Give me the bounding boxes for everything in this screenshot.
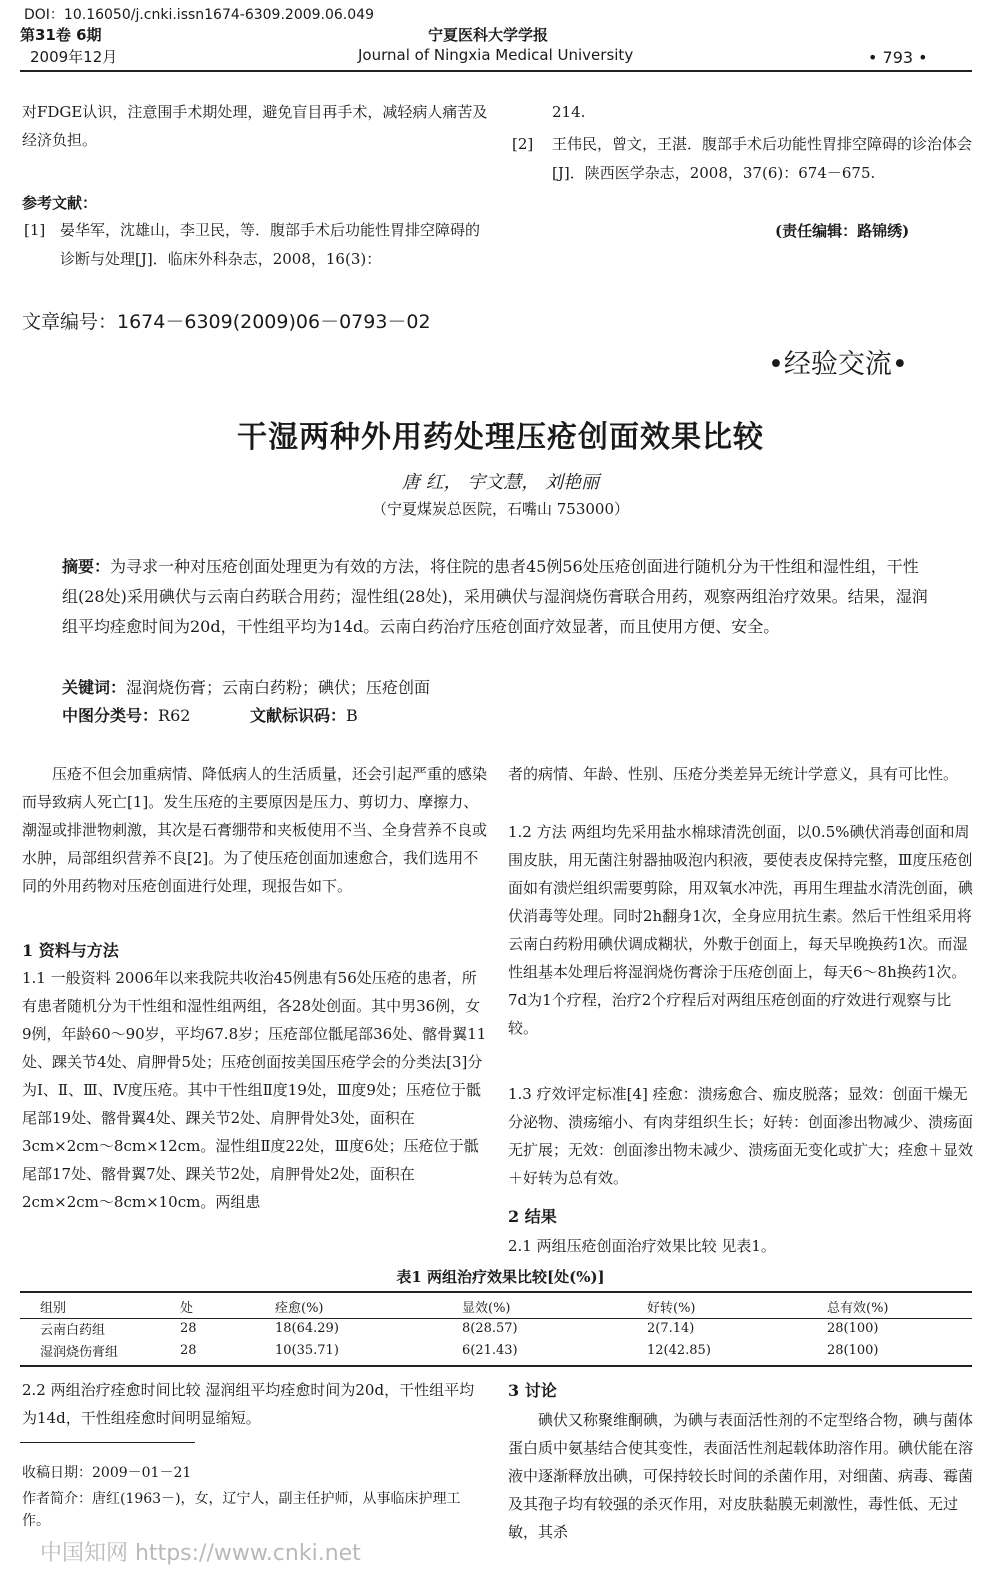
keywords-text: 湿润烧伤膏；云南白药粉；碘伏；压疮创面 xyxy=(126,678,431,697)
article-title: 干湿两种外用药处理压疮创面效果比较 xyxy=(237,420,764,455)
footnote-rule xyxy=(20,1442,195,1443)
keywords-label: 关键词： xyxy=(62,678,127,697)
table-cell: 云南白药组 xyxy=(40,1322,106,1338)
intro-paragraph xyxy=(22,760,488,900)
issue-date: 2009年12月 xyxy=(30,48,118,66)
section-tag: •经验交流• xyxy=(768,349,908,380)
table-cell: 2(7.14) xyxy=(647,1320,695,1336)
table-cell: 湿润烧伤膏组 xyxy=(40,1344,119,1360)
cnki-watermark: 中国知网 https://www.cnki.net xyxy=(40,1541,361,1566)
col-header: 痊愈(%) xyxy=(275,1300,324,1316)
table-caption: 表1 两组治疗效果比较[处(%)] xyxy=(396,1268,605,1286)
document-code xyxy=(250,702,358,730)
page-number: • 793 • xyxy=(868,48,928,67)
table-cell: 28 xyxy=(180,1320,197,1336)
discussion-paragraph xyxy=(508,1406,974,1546)
authors: 唐 红， 宇文慧， 刘艳丽 xyxy=(401,472,600,493)
table-cell: 6(21.43) xyxy=(462,1342,518,1358)
abstract xyxy=(62,552,934,642)
reference-2-num: [2] xyxy=(512,135,534,153)
clc-number xyxy=(62,702,190,730)
abstract-text: 为寻求一种对压疮创面处理更为有效的方法，将住院的患者45例56处压疮创面进行随机分为干性组和湿性组，干性组(28处)采用碘伏与云南白药联合用药；湿性组(28处)，采用碘伏与湿润烧伤膏联合用药，观察两组治疗效果。结果，湿润组平均痊愈时间为20d，干性组平均为14d。云南白药治疗压疮创面疗效显著，而且使用方便、安全。 xyxy=(62,557,928,636)
table-cell: 28(100) xyxy=(827,1342,879,1358)
volume-issue: 第31卷 6期 xyxy=(20,26,102,44)
table-cell: 28(100) xyxy=(827,1320,879,1336)
section-2-1: 2.1 两组压疮创面治疗效果比较 见表1。 xyxy=(508,1237,776,1255)
clc-value: R62 xyxy=(158,706,191,725)
section-2-2: 2.2 两组治疗痊愈时间比较 湿润组平均痊愈时间为20d，干性组平均为14d，干性组痊愈时间明显缩短。 xyxy=(22,1381,475,1427)
table-row xyxy=(40,1317,937,1339)
col-header: 处 xyxy=(180,1300,194,1316)
section-1-1-continued: 者的病情、年龄、性别、压疮分类差异无统计学意义，具有可比性。 xyxy=(508,765,959,783)
col-header: 显效(%) xyxy=(462,1300,511,1316)
prev-article-tail: 对FDGE认识，注意围手术期处理，避免盲目再手术，减轻病人痛苦及经济负担。 xyxy=(22,103,488,149)
table-cell: 28 xyxy=(180,1342,197,1358)
table-top-rule xyxy=(20,1291,972,1293)
table-row xyxy=(40,1339,937,1361)
clc-label: 中图分类号： xyxy=(62,706,159,725)
author-info: 作者简介：唐红(1963－)，女，辽宁人，副主任护师，从事临床护理工作。 xyxy=(22,1491,461,1529)
affiliation: （宁夏煤炭总医院，石嘴山 753000） xyxy=(371,500,630,518)
reference-1: 晏华军，沈雄山，李卫民，等．腹部手术后功能性胃排空障碍的诊断与处理[J]．临床外科杂志，2008，16(3)： xyxy=(60,221,481,268)
table-cell: 12(42.85) xyxy=(647,1342,711,1358)
section-3-heading: 3 讨论 xyxy=(508,1381,557,1400)
section-2-heading: 2 结果 xyxy=(508,1207,557,1226)
responsible-editor: (责任编辑：路锦绣) xyxy=(775,222,910,240)
doi: DOI：10.16050/j.cnki.issn1674-6309.2009.06.049 xyxy=(24,7,374,23)
article-number: 文章编号：1674－6309(2009)06－0793－02 xyxy=(22,311,431,333)
journal-title-cn: 宁夏医科大学学报 xyxy=(428,26,549,44)
table-header-row xyxy=(40,1295,937,1317)
col-header: 好转(%) xyxy=(647,1300,696,1316)
col-header: 组别 xyxy=(40,1300,67,1316)
results-table xyxy=(40,1295,937,1361)
header-rule xyxy=(20,70,972,72)
section-1-2: 1.2 方法 两组均先采用盐水棉球清洗创面，以0.5%碘伏消毒创面和周围皮肤，用无菌注射器抽吸泡内积液，要使表皮保持完整，Ⅲ度压疮创面如有溃烂组织需要剪除，用双氧水冲洗，再用生理盐水清洗创面，碘伏消毒等处理。同时2h翻身1次，全身应用抗生素。然后干性组采用将云南白药粉用碘伏调成糊状，外敷于创面上，每天早晚换药1次。而湿性组基本处理后将湿润烧伤膏涂于压疮创面上，每天6～8h换药1次。7d为1个疗程，治疗2个疗程后对两组压疮创面的疗效进行观察与比较。 xyxy=(508,823,974,1037)
reference-2: 王伟民，曾文，王湛．腹部手术后功能性胃排空障碍的诊治体会[J]．陕西医学杂志，2008，37(6)：674－675. xyxy=(552,135,973,182)
section-1-3: 1.3 疗效评定标准[4] 痊愈：溃疡愈合、痂皮脱落；显效：创面干燥无分泌物、溃疡缩小、有肉芽组织生长；好转：创面渗出物减少、溃疡面无扩展；无效：创面渗出物未减少、溃疡面无变化或扩大；痊愈＋显效＋好转为总有效。 xyxy=(508,1085,974,1187)
col-header: 总有效(%) xyxy=(827,1300,889,1316)
references-title: 参考文献： xyxy=(22,194,98,212)
table-bottom-rule xyxy=(20,1365,972,1367)
section-1-1: 1.1 一般资料 2006年以来我院共收治45例患有56处压疮的患者，所有患者随机分为干性组和湿性组两组，各28处创面。其中男36例，女9例，年龄60～90岁，平均67.8岁；压疮部位骶尾部36处、髂骨翼11处、踝关节4处、肩胛骨5处；压疮创面按美国压疮学会的分类法[3]分为Ⅰ、Ⅱ、Ⅲ、Ⅳ度压疮。其中干性组Ⅱ度19处，Ⅲ度9处；压疮位于骶尾部19处、髂骨翼4处、踝关节2处、肩胛骨处3处，面积在3cm×2cm～8cm×12cm。湿性组Ⅱ度22处，Ⅲ度6处；压疮位于骶尾部17处、髂骨翼7处、踝关节2处，肩胛骨处2处，面积在2cm×2cm～8cm×10cm。两组患 xyxy=(22,969,487,1211)
table-cell: 10(35.71) xyxy=(275,1342,339,1358)
discussion-text: 碘伏又称聚维酮碘，为碘与表面活性剂的不定型络合物，碘与菌体蛋白质中氨基结合使其变性，表面活性剂起载体助溶作用。碘伏能在溶液中逐渐释放出碘，可保持较长时间的杀菌作用，对细菌、病毒、霉菌及其孢子均有较强的杀灭作用，对皮肤黏膜无刺激性，毒性低、无过敏，其杀 xyxy=(508,1411,974,1541)
abstract-label: 摘要： xyxy=(62,557,111,576)
received-date: 收稿日期：2009－01－21 xyxy=(22,1465,192,1481)
doc-code-label: 文献标识码： xyxy=(250,706,347,725)
section-1-heading: 1 资料与方法 xyxy=(22,941,119,960)
reference-1-num: [1] xyxy=(24,221,46,239)
table-cell: 18(64.29) xyxy=(275,1320,339,1336)
keywords xyxy=(62,674,430,702)
reference-1-continued: 214. xyxy=(552,103,586,121)
doc-code-value: B xyxy=(346,706,358,725)
journal-title-en: Journal of Ningxia Medical University xyxy=(358,46,634,64)
table-cell: 8(28.57) xyxy=(462,1320,518,1336)
intro-text: 压疮不但会加重病情、降低病人的生活质量，还会引起严重的感染而导致病人死亡[1]。发生压疮的主要原因是压力、剪切力、摩擦力、潮湿或排泄物刺激，其次是石膏绷带和夹板使用不当、全身营养不良或水肿，局部组织营养不良[2]。为了使压疮创面加速愈合，我们选用不同的外用药物对压疮创面进行处理，现报告如下。 xyxy=(22,765,488,895)
